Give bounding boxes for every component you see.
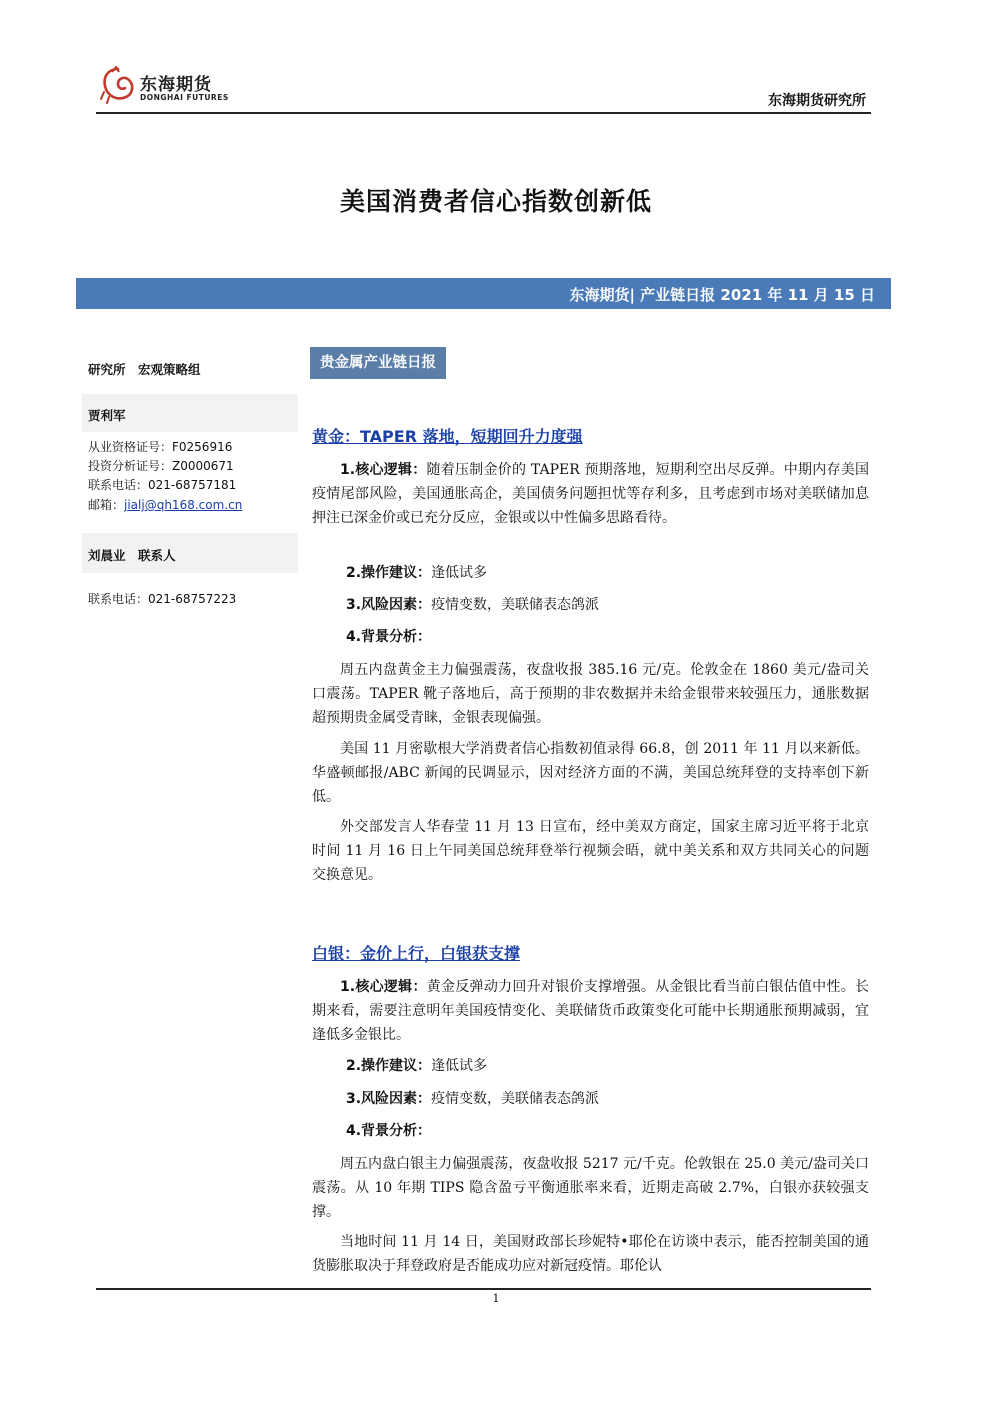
institute-name: 东海期货研究所 <box>768 93 866 109</box>
gold-risk-label: 3.风险因素： <box>346 597 432 613</box>
silver-paragraph-1: 周五内盘白银主力偏强震荡，夜盘收报 5217 元/千克。伦敦银在 25.0 美元/盎司关口震荡。从 10 年期 TIPS 隐含盈亏平衡通胀率来看，近期走高破 2.7%，白银亦获较强支撑。 <box>312 1156 869 1220</box>
silver-advice-text: 逢低试多 <box>431 1058 488 1074</box>
silver-logic-label: 1.核心逻辑： <box>340 979 427 995</box>
section-tag: 贵金属产业链日报 <box>310 347 446 379</box>
sidebar-dept: 研究所 宏观策略组 <box>88 362 201 377</box>
gold-logic <box>312 458 869 530</box>
silver-risk <box>346 1088 599 1110</box>
analyst1-name: 贾利军 <box>88 408 126 423</box>
gold-paragraph-1: 周五内盘黄金主力偏强震荡，夜盘收报 385.16 元/克。伦敦金在 1860 美元/盎司关口震荡。TAPER 靴子落地后，高于预期的非农数据并未给金银带来较强压力，通胀数据超预期贵金属受青睐，金银表现偏强。 <box>312 662 869 726</box>
silver-advice <box>346 1055 487 1077</box>
silver-logic-text: 黄金反弹动力回升对银价支撑增强。从金银比看当前白银估值中性。长期来看，需要注意明年美国疫情变化、美联储货币政策变化可能中长期通胀预期减弱，宜逢低多金银比。 <box>312 979 869 1043</box>
footer-divider <box>96 1288 871 1290</box>
analyst1-email-row <box>88 496 242 513</box>
silver-paragraph-2: 当地时间 11 月 14 日，美国财政部长珍妮特•耶伦在访谈中表示，能否控制美国的通货膨胀取决于拜登政府是否能成功应对新冠疫情。耶伦认 <box>312 1234 869 1274</box>
analyst2-name: 刘晨业 联系人 <box>88 548 176 563</box>
dragon-logo-icon <box>100 66 136 104</box>
gold-bg-label: 4.背景分析： <box>346 629 432 645</box>
email-link[interactable]: jialj@qh168.com.cn <box>124 498 243 512</box>
silver-bg-label: 4.背景分析： <box>346 1123 432 1139</box>
page-number: 1 <box>492 1292 500 1305</box>
logo-text-en: DONGHAI FUTURES <box>140 93 229 102</box>
analyst2-phone: 联系电话：021-68757223 <box>88 592 237 606</box>
silver-heading[interactable]: 白银：金价上行，白银获支撑 <box>312 944 521 963</box>
silver-bg <box>346 1120 431 1142</box>
gold-bg <box>346 626 431 648</box>
company-logo <box>100 66 230 106</box>
email-label: 邮箱： <box>88 498 125 512</box>
analyst1-cert1: 从业资格证号：F0256916 <box>88 440 233 454</box>
gold-logic-text: 随着压制金价的 TAPER 预期落地，短期利空出尽反弹。中期内存美国疫情尾部风险，美国通胀高企，美国债务问题担忧等存利多，且考虑到市场对美联储加息押注已深金价或已充分反应，金银或以中性偏多思路看待。 <box>312 462 870 526</box>
gold-paragraph-2: 美国 11 月密歇根大学消费者信心指数初值录得 66.8，创 2011 年 11 月以来新低。华盛顿邮报/ABC 新闻的民调显示，因对经济方面的不满，美国总统拜登的支持率创下新低。 <box>312 741 869 805</box>
gold-advice-label: 2.操作建议： <box>346 565 432 581</box>
silver-advice-label: 2.操作建议： <box>346 1058 432 1074</box>
banner-text: 东海期货| 产业链日报 2021 年 11 月 15 日 <box>569 286 875 304</box>
silver-logic <box>312 975 869 1047</box>
silver-risk-label: 3.风险因素： <box>346 1091 432 1107</box>
gold-logic-label: 1.核心逻辑： <box>340 462 427 478</box>
page-title: 美国消费者信心指数创新低 <box>339 187 652 216</box>
analyst1-phone: 联系电话：021-68757181 <box>88 478 237 492</box>
gold-paragraph-3: 外交部发言人华春莹 11 月 13 日宣布，经中美双方商定，国家主席习近平将于北京时间 11 月 16 日上午同美国总统拜登举行视频会晤，就中美关系和双方共同关心的问题交换意见。 <box>312 819 869 883</box>
gold-advice <box>346 562 487 584</box>
gold-advice-text: 逢低试多 <box>431 565 488 581</box>
silver-risk-text: 疫情变数，美联储表态鸽派 <box>431 1091 600 1107</box>
analyst2-header <box>82 533 298 573</box>
gold-risk-text: 疫情变数，美联储表态鸽派 <box>431 597 600 613</box>
analyst1-header <box>82 394 298 432</box>
report-banner <box>76 278 891 309</box>
analyst1-cert2: 投资分析证号：Z0000671 <box>88 459 234 473</box>
gold-risk <box>346 594 599 616</box>
header-divider <box>96 112 871 114</box>
logo-text-cn: 东海期货 <box>140 75 212 95</box>
gold-heading[interactable]: 黄金：TAPER 落地，短期回升力度强 <box>312 427 583 446</box>
